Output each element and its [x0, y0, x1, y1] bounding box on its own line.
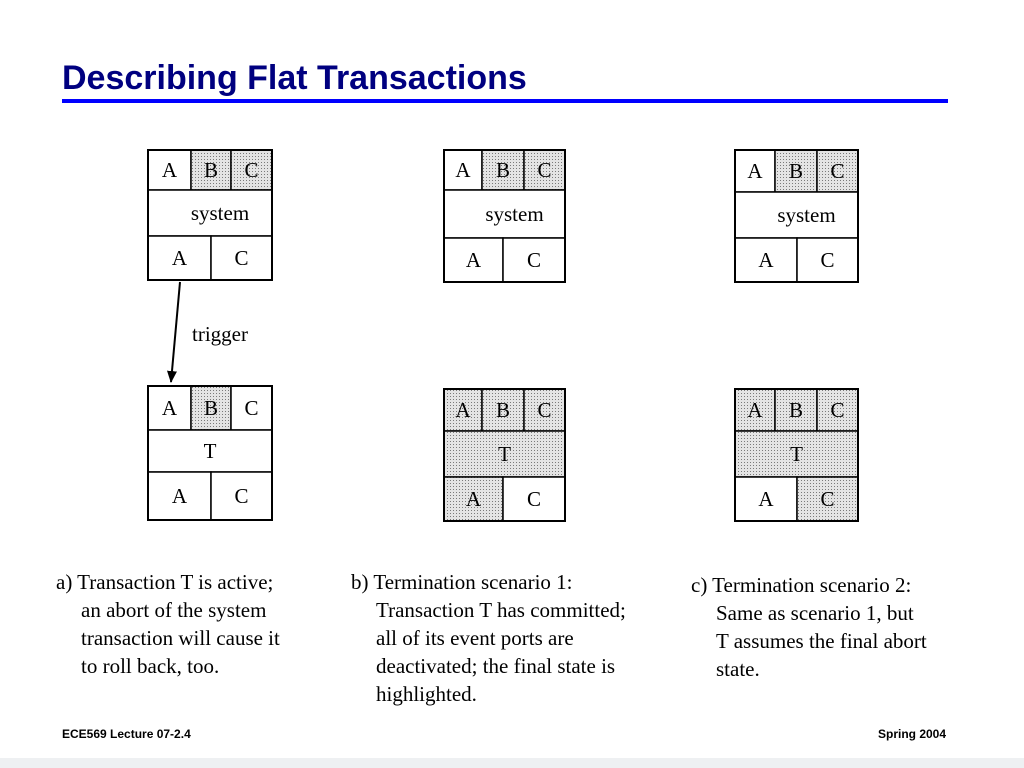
port-label-top-a: A — [161, 396, 178, 420]
caption-a-line-1: a) Transaction T is active; — [56, 570, 274, 594]
body-label: T — [203, 439, 217, 463]
port-label-top-b: B — [788, 398, 804, 422]
body-label: system — [777, 203, 836, 227]
port-label-bottom-a: A — [171, 246, 188, 270]
port-label-top-b: B — [495, 158, 511, 182]
port-label-bottom-c: C — [526, 487, 542, 511]
port-label-top-b: B — [788, 159, 804, 183]
caption-c-line-2: Same as scenario 1, but — [716, 601, 914, 625]
port-label-bottom-a: A — [171, 484, 188, 508]
transaction-box-b-top — [444, 150, 565, 282]
footer-term: Spring 2004 — [878, 727, 947, 741]
caption-c — [691, 571, 991, 683]
port-label-bottom-a: A — [465, 487, 482, 511]
caption-a — [56, 568, 346, 680]
transaction-box-c-top — [735, 150, 858, 282]
port-label-top-a: A — [455, 398, 471, 422]
port-label-top-b: B — [203, 396, 219, 420]
caption-b-line-4: deactivated; the final state is — [376, 654, 616, 678]
caption-b-line-5: highlighted. — [376, 682, 477, 706]
port-label-top-c: C — [830, 159, 845, 183]
caption-b-line-2: Transaction T has committed; — [376, 598, 626, 622]
body-label: T — [498, 442, 511, 466]
port-label-bottom-c: C — [234, 246, 249, 270]
port-label-top-c: C — [244, 158, 259, 182]
port-label-top-a: A — [455, 158, 471, 182]
transaction-box-c-bottom — [735, 389, 858, 521]
caption-c-line-3: T assumes the final abort — [716, 629, 927, 653]
body-label: system — [190, 201, 250, 225]
port-label-top-c: C — [537, 158, 552, 182]
trigger-arrow — [171, 282, 180, 382]
bottom-band — [0, 758, 1024, 768]
port-label-bottom-a: A — [758, 487, 774, 511]
body-label: T — [790, 442, 803, 466]
transaction-box-a-bottom — [148, 386, 272, 520]
port-label-top-a: A — [161, 158, 178, 182]
transaction-box-b-bottom — [444, 389, 565, 521]
caption-a-line-4: to roll back, too. — [81, 654, 220, 678]
port-label-top-b: B — [495, 398, 511, 422]
body-label: system — [485, 202, 544, 226]
port-label-bottom-c: C — [234, 484, 249, 508]
port-label-top-a: A — [747, 398, 763, 422]
caption-c-line-1: c) Termination scenario 2: — [691, 573, 912, 597]
port-label-top-b: B — [203, 158, 219, 182]
port-label-bottom-a: A — [465, 248, 482, 272]
port-label-top-c: C — [537, 398, 552, 422]
caption-c-line-4: state. — [716, 657, 760, 681]
port-label-top-c: C — [830, 398, 845, 422]
transaction-box-a-top — [148, 150, 272, 280]
port-label-bottom-c: C — [820, 487, 835, 511]
caption-a-line-3: transaction will cause it — [81, 626, 280, 650]
caption-b-line-1: b) Termination scenario 1: — [351, 570, 573, 594]
footer-course: ECE569 Lecture 07-2.4 — [62, 727, 191, 741]
caption-b — [351, 568, 686, 708]
caption-a-line-2: an abort of the system — [81, 598, 267, 622]
port-label-bottom-c: C — [820, 248, 835, 272]
slide-title: Describing Flat Transactions — [62, 59, 527, 97]
port-label-bottom-a: A — [758, 248, 774, 272]
port-label-top-a: A — [747, 159, 763, 183]
trigger-label: trigger — [192, 322, 248, 346]
caption-b-line-3: all of its event ports are — [376, 626, 574, 650]
port-label-top-c: C — [244, 396, 259, 420]
port-label-bottom-c: C — [526, 248, 542, 272]
